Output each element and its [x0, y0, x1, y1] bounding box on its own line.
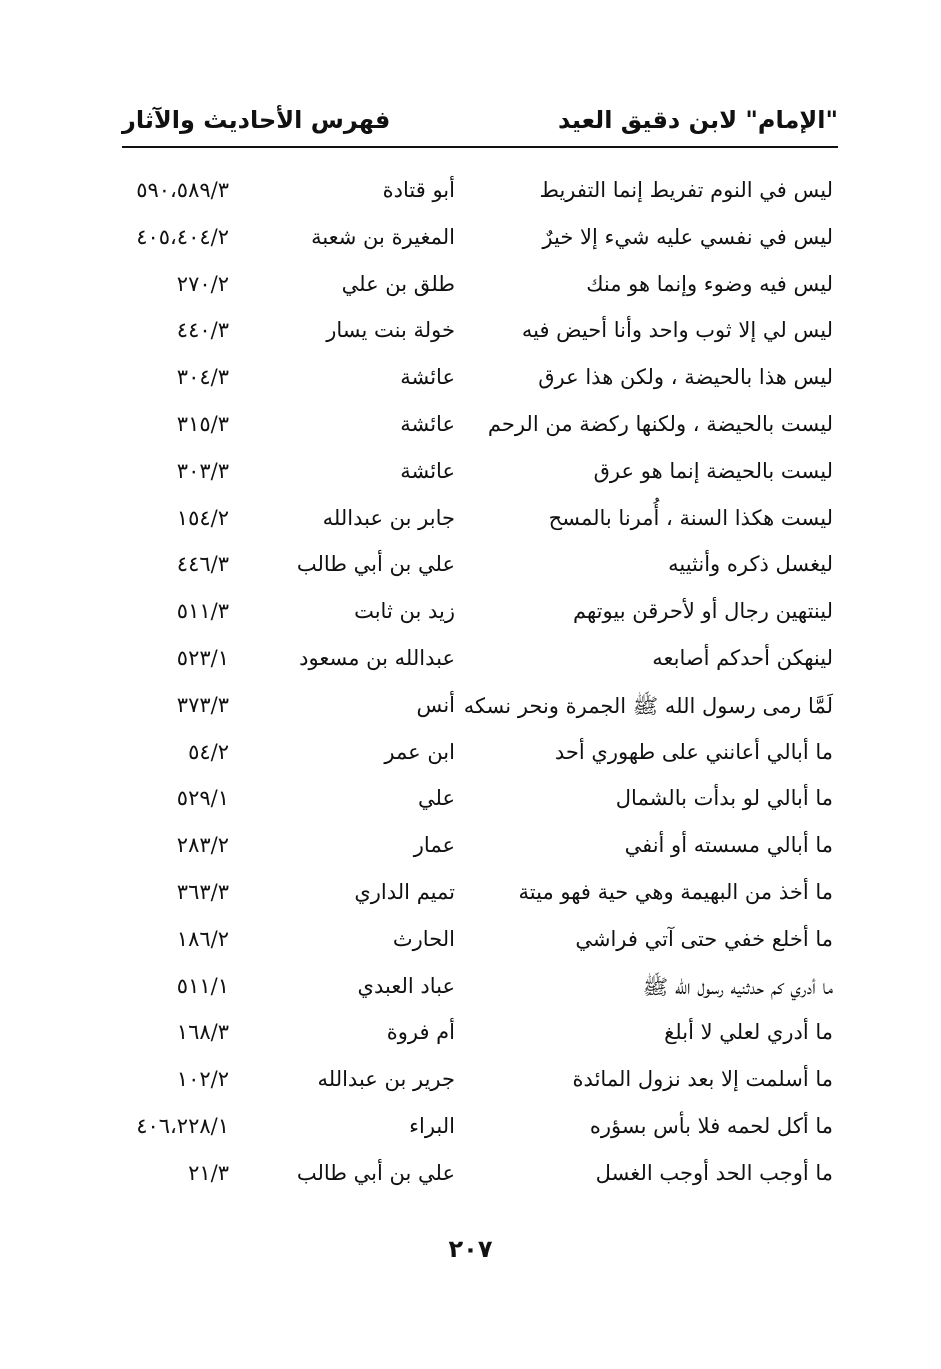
index-row — [0, 968, 941, 1015]
hadith-text: ما أبالي لو بدأت بالشمال — [615, 786, 833, 811]
hadith-text: ما أدري كم حدثنيه رسول الله ﷺ — [642, 974, 833, 999]
hadith-text: ليغسل ذكره وأنثييه — [668, 552, 833, 577]
volume-page-reference: ٢٨٣/٢ — [176, 833, 229, 858]
index-row — [0, 1014, 941, 1061]
volume-page-reference: ٣٠٤/٣ — [176, 365, 229, 390]
index-row — [0, 640, 941, 687]
index-row — [0, 1108, 941, 1155]
index-row — [0, 312, 941, 359]
volume-page-reference: ١٥٤/٢ — [176, 505, 229, 530]
index-row — [0, 500, 941, 547]
index-row — [0, 687, 941, 734]
index-row — [0, 1061, 941, 1108]
hadith-index-list — [0, 172, 941, 1202]
narrator: علي — [418, 786, 455, 811]
index-row — [0, 219, 941, 266]
narrator: المغيرة بن شعبة — [311, 224, 455, 249]
hadith-text: ما أخذ من البهيمة وهي حية فهو ميتة — [518, 879, 833, 904]
narrator: البراء — [409, 1113, 455, 1138]
volume-page-reference: ٢٧٠/٢ — [176, 271, 229, 296]
volume-page-reference: ٤٤٠/٣ — [176, 318, 229, 343]
index-row — [0, 827, 941, 874]
hadith-text: لَمَّا رمى رسول الله ﷺ الجمرة ونحر نسكه — [463, 693, 833, 718]
volume-page-reference: ٥٩٠،٥٨٩/٣ — [136, 178, 229, 202]
volume-page-reference: ٥٢٣/١ — [176, 645, 229, 670]
hadith-text: ما أسلمت إلا بعد نزول المائدة — [572, 1067, 833, 1092]
index-row — [0, 874, 941, 921]
narrator: عباد العبدي — [357, 973, 455, 998]
narrator: خولة بنت يسار — [326, 318, 455, 343]
hadith-text: ليست بالحيضة إنما هو عرق — [593, 458, 833, 483]
book-title: "الإمام" لابن دقيق العيد — [557, 106, 838, 134]
volume-page-reference: ١٠٢/٢ — [176, 1067, 229, 1092]
narrator: أنس — [416, 692, 455, 717]
hadith-text: ليس فيه وضوء وإنما هو منك — [586, 271, 833, 296]
page-number: ٢٠٧ — [448, 1235, 493, 1263]
index-row — [0, 734, 941, 781]
volume-page-reference: ٤٠٦،٢٢٨/١ — [136, 1113, 229, 1138]
volume-page-reference: ٥١١/١ — [176, 973, 229, 998]
narrator: عمار — [413, 833, 455, 858]
hadith-text: ما أكل لحمه فلا بأس بسؤره — [589, 1113, 833, 1138]
volume-page-reference: ٥١١/٣ — [176, 599, 229, 624]
hadith-text: ليس هذا بالحيضة ، ولكن هذا عرق — [538, 365, 833, 390]
volume-page-reference: ٤٤٦/٣ — [176, 552, 229, 577]
narrator: علي بن أبي طالب — [296, 552, 455, 577]
index-row — [0, 546, 941, 593]
volume-page-reference: ٣٠٣/٣ — [176, 458, 229, 483]
narrator: عائشة — [400, 411, 455, 436]
hadith-text: ليست هكذا السنة ، أُمرنا بالمسح — [548, 505, 833, 530]
hadith-text: ما أوجب الحد أوجب الغسل — [595, 1160, 833, 1185]
hadith-text: ليس في النوم تفريط إنما التفريط — [539, 178, 833, 202]
volume-page-reference: ٤٠٥،٤٠٤/٢ — [136, 224, 229, 249]
narrator: عائشة — [400, 458, 455, 483]
running-header — [122, 100, 838, 148]
volume-page-reference: ١٦٨/٣ — [176, 1020, 229, 1045]
index-row — [0, 406, 941, 453]
index-row — [0, 1155, 941, 1202]
hadith-text: لينهكن أحدكم أصابعه — [652, 645, 833, 670]
hadith-text: ليس لي إلا ثوب واحد وأنا أحيض فيه — [521, 318, 833, 343]
hadith-text: ما أبالي مسسته أو أنفي — [624, 833, 833, 858]
narrator: أم فروة — [386, 1020, 455, 1045]
narrator: جابر بن عبدالله — [322, 505, 455, 530]
narrator: تميم الداري — [354, 879, 455, 904]
section-title: فهرس الأحاديث والآثار — [122, 106, 391, 134]
hadith-text: ما أدري لعلي لا أبلغ — [664, 1020, 833, 1045]
hadith-text: ما أخلع خفي حتى آتي فراشي — [575, 926, 833, 951]
index-row — [0, 593, 941, 640]
narrator: أبو قتادة — [382, 178, 455, 202]
narrator: الحارث — [392, 926, 455, 951]
volume-page-reference: ٣١٥/٣ — [176, 411, 229, 436]
index-row — [0, 453, 941, 500]
index-row — [0, 266, 941, 313]
index-row — [0, 359, 941, 406]
narrator: زيد بن ثابت — [354, 599, 455, 624]
index-row — [0, 921, 941, 968]
hadith-text: ليس في نفسي عليه شيء إلا خيرٌ — [542, 224, 833, 249]
narrator: طلق بن علي — [341, 271, 455, 296]
narrator: عبدالله بن مسعود — [299, 645, 455, 670]
hadith-text: لينتهين رجال أو لأحرقن بيوتهم — [573, 599, 833, 624]
volume-page-reference: ٢١/٣ — [188, 1160, 229, 1185]
narrator: عائشة — [400, 365, 455, 390]
narrator: جرير بن عبدالله — [317, 1067, 455, 1092]
volume-page-reference: ٣٧٣/٣ — [176, 692, 229, 717]
index-row — [0, 780, 941, 827]
volume-page-reference: ٥٢٩/١ — [176, 786, 229, 811]
index-row — [0, 172, 941, 219]
narrator: ابن عمر — [384, 739, 455, 764]
volume-page-reference: ١٨٦/٢ — [176, 926, 229, 951]
volume-page-reference: ٣٦٣/٣ — [176, 879, 229, 904]
hadith-text: ما أبالي أعانني على طهوري أحد — [554, 739, 833, 764]
volume-page-reference: ٥٤/٢ — [188, 739, 229, 764]
narrator: علي بن أبي طالب — [296, 1160, 455, 1185]
hadith-text: ليست بالحيضة ، ولكنها ركضة من الرحم — [487, 411, 833, 436]
